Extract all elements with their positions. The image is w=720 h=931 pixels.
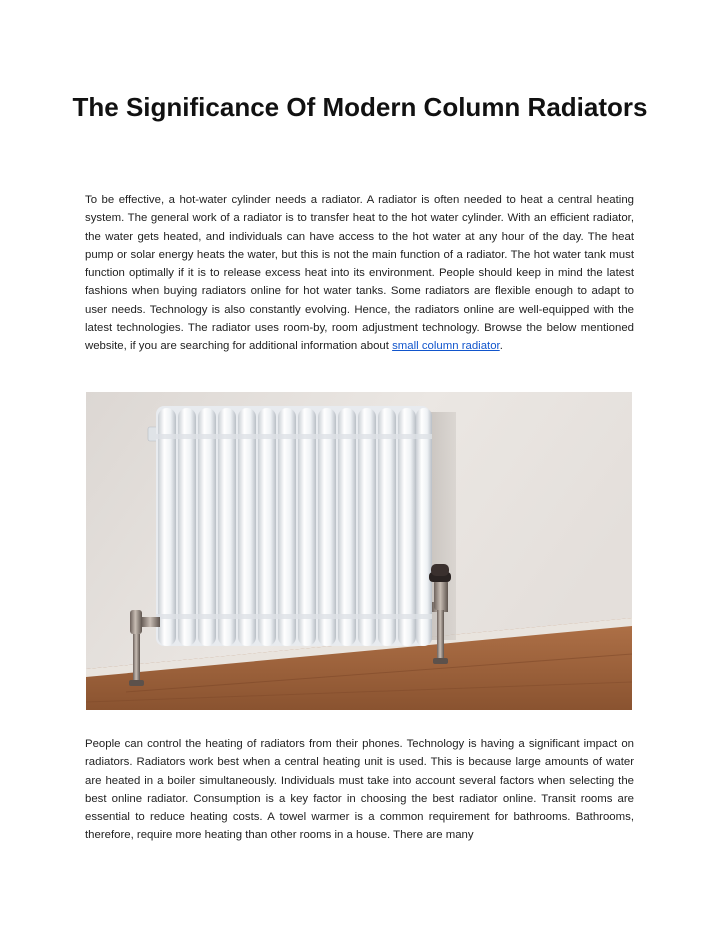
page-title: The Significance Of Modern Column Radiators [72,92,648,122]
small-column-radiator-link[interactable]: small column radiator [392,340,500,353]
second-paragraph: People can control the heating of radiators from their phones. Technology is having a significant impact on radiators. Radiators work best when a central heating unit is used. This is because large amounts of water are heated in a boiler simultaneously. Individuals must take into account several factors when selecting the best online radiator. Consumption is a key factor in choosing the best radiator online. Transit rooms are essential to reduce heating costs. A towel warmer is a common requirement for bathrooms. Bathrooms, therefore, require more heating than other rooms in a house. There are many [85,738,634,842]
radiator [148,406,432,646]
radiator-photo [86,392,632,710]
intro-paragraph-end: . [499,340,503,353]
intro-paragraph [85,191,634,356]
intro-paragraph-text: To be effective, a hot-water cylinder needs a radiator. A radiator is often needed to heat a central heating system. The general work of a radiator is to transfer heat to the hot water cylinder. With an efficient radiator, the water gets heated, and individuals can have access to the hot water at any hour of the day. The heat pump or solar energy heats the water, but this is not the main function of a radiator. The hot water tank must function optimally if it is to release excess heat into its environment. People should keep in mind the latest fashions when buying radiators online for hot water tanks. Some radiators are flexible enough to adapt to user needs. Technology is also constantly evolving. Hence, the radiators online are well-equipped with the latest technologies. The radiator uses room-by, room adjustment technology. Browse the below mentioned website, if you are searching for additional information about [85,194,634,353]
